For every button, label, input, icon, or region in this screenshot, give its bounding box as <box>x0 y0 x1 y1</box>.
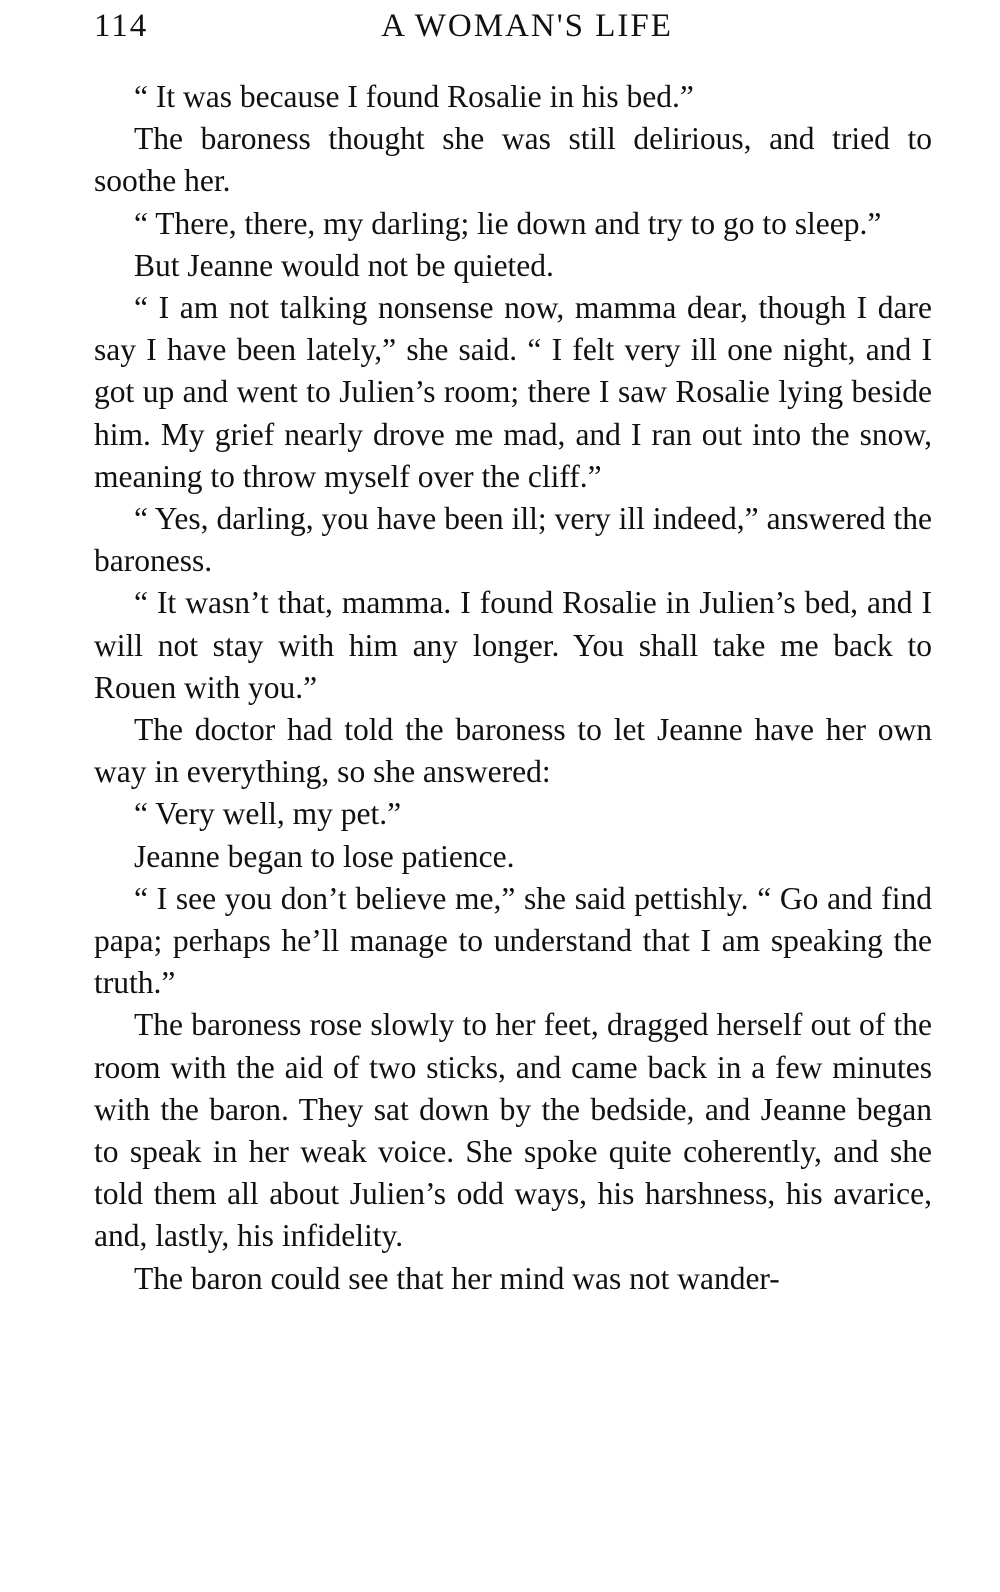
paragraph: “ It was because I found Rosalie in his bed.” <box>134 79 694 114</box>
paragraph: “ Very well, my pet.” <box>134 796 402 832</box>
paragraph: “ Yes, darling, you have been ill; very ill indeed,” answered the baroness. <box>94 501 932 579</box>
paragraph: But Jeanne would not be quieted. <box>134 247 554 283</box>
body-text <box>94 76 932 1300</box>
paragraph: “ I am not talking nonsense now, mamma dear, though I dare say I have been lately,” she said. “ I felt very ill one night, and I got up and went to Julien’s room; there I saw Rosalie lying beside him. My grief nearly drove me mad, and I ran out into the snow, meaning to throw myself over the cliff.” <box>94 290 932 494</box>
paragraph: Jeanne began to lose patience. <box>134 838 515 874</box>
paragraph: The baroness rose slowly to her feet, dragged herself out of the room with the aid of two sticks, and came back in a few minutes with the baron. They sat down by the bedside, and Jeanne began to speak in her weak voice. She spoke quite coherently, and she told them all about Julien’s odd ways, his harshness, his avarice, and, lastly, his infidelity. <box>94 1007 932 1254</box>
paragraph: The baroness thought she was still delirious, and tried to soothe her. <box>94 121 932 199</box>
paragraph: “ I see you don’t believe me,” she said pettishly. “ Go and find papa; perhaps he’ll manage to understand that I am speaking the truth.” <box>94 880 932 1001</box>
paragraph: “ It wasn’t that, mamma. I found Rosalie in Julien’s bed, and I will not stay with him any longer. You shall take me back to Rouen with you.” <box>94 585 932 705</box>
running-header <box>94 4 930 48</box>
running-title: A WOMAN'S LIFE <box>381 8 673 44</box>
paragraph-last: The baron could see that her mind was not wander- <box>134 1260 780 1296</box>
page-number: 114 <box>94 8 149 44</box>
paragraph: The doctor had told the baroness to let Jeanne have her own way in everything, so she answered: <box>94 712 932 790</box>
paragraph: “ There, there, my darling; lie down and try to go to sleep.” <box>134 205 882 241</box>
